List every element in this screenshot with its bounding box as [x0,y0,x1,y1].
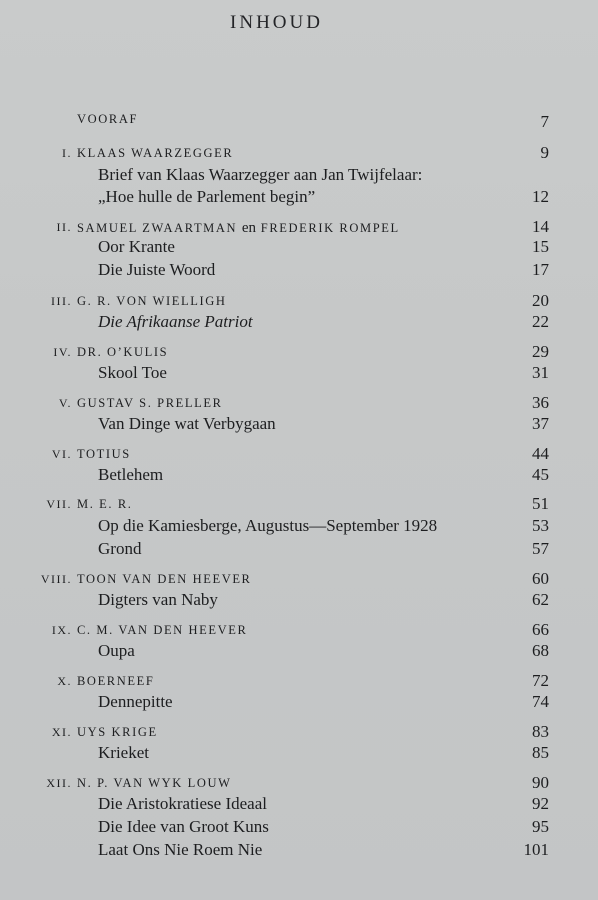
toc-page-number: 53 [532,516,549,535]
section-numeral: XI. [51,725,72,739]
toc-entry [0,312,598,334]
section-author: UYS KRIGE [77,725,158,739]
toc-entry [0,516,598,538]
entry-title: Oor Krante [98,237,175,256]
toc-page-number: 15 [532,237,549,256]
toc-page-number: 12 [532,187,549,206]
toc-page-number: 45 [532,465,549,484]
toc-entry [0,817,598,839]
section-author: C. M. VAN DEN HEEVER [77,623,248,637]
toc-page-number: 68 [532,641,549,660]
toc-page-number: 95 [532,817,549,836]
toc-section-heading [0,393,598,415]
toc-page-number: 51 [532,494,549,513]
section-numeral: X. [57,674,72,688]
toc-section-heading [0,444,598,466]
page-title: INHOUD [230,12,323,33]
section-numeral: VII. [46,497,72,511]
toc-entry [0,165,598,187]
section-author: GUSTAV S. PRELLER [77,396,223,410]
entry-title: Van Dinge wat Verbygaan [98,414,276,433]
toc-section-heading [0,671,598,693]
entry-title: Op die Kamiesberge, Augustus—September 1928 [98,516,438,535]
toc-section-heading [0,143,598,165]
section-numeral: I. [62,146,72,160]
section-author: G. R. VON WIELLIGH [77,294,227,308]
toc-entry [0,187,598,209]
toc-page-number: 22 [532,312,549,331]
section-author: TOTIUS [77,447,131,461]
entry-title: „Hoe hulle de Parlement begin” [98,187,316,206]
entry-title: Krieket [98,743,149,762]
entry-title: Digters van Naby [98,590,218,609]
toc-page-number: 60 [532,569,549,588]
section-author: KLAAS WAARZEGGER [77,146,234,160]
toc-section-heading [0,773,598,795]
toc-page-number: 36 [532,393,549,412]
entry-title: Die Juiste Woord [98,260,216,279]
toc-page-number: 7 [540,112,549,131]
toc-page-number: 57 [532,539,549,558]
section-author: TOON VAN DEN HEEVER [77,572,252,586]
section-numeral: VIII. [40,572,72,586]
entry-title: Laat Ons Nie Roem Nie [98,840,263,859]
toc-section-heading [0,291,598,313]
toc-page-number: 9 [540,143,549,162]
entry-title: Skool Toe [98,363,167,382]
toc-page-number: 72 [532,671,549,690]
toc-page-number: 29 [532,342,549,361]
toc-entry [0,840,598,862]
toc-page-number: 92 [532,794,549,813]
toc-section-heading [0,217,598,239]
toc-entry [0,260,598,282]
entry-title: Betlehem [98,465,164,484]
section-author: N. P. VAN WYK LOUW [77,776,232,790]
toc-entry [0,363,598,385]
section-numeral: XII. [46,776,72,790]
toc-page-number: 85 [532,743,549,762]
toc-entry [0,743,598,765]
section-author: BOERNEEF [77,674,155,688]
section-numeral: V. [58,396,72,410]
section-author-conjunction: en [241,220,257,236]
entry-title: Die Idee van Groot Kuns [98,817,269,836]
section-author-part: SAMUEL ZWAARTMAN [77,221,238,235]
entry-title: Grond [98,539,142,558]
toc-entry [0,237,598,259]
toc-entry [0,692,598,714]
toc-page-number: 17 [532,260,549,279]
toc-section-heading [0,722,598,744]
toc-entry [0,794,598,816]
section-author: DR. O’KULIS [77,345,169,359]
section-author [77,220,400,237]
toc-section-heading [0,620,598,642]
toc-page-number: 31 [532,363,549,382]
toc-page-number: 66 [532,620,549,639]
entry-title: Brief van Klaas Waarzegger aan Jan Twijfelaar: [98,165,423,184]
section-numeral: II. [56,220,72,234]
toc-page-number: 74 [532,692,549,711]
entry-title: Die Afrikaanse Patriot [98,312,253,331]
section-numeral: IV. [53,345,72,359]
toc-row-vooraf [0,112,598,134]
toc-section-heading [0,494,598,516]
toc-page-number: 90 [532,773,549,792]
toc-entry [0,590,598,612]
section-numeral: IX. [51,623,72,637]
toc-page-number: 83 [532,722,549,741]
entry-title: Oupa [98,641,135,660]
toc-entry [0,465,598,487]
toc-page-number: 62 [532,590,549,609]
toc-entry [0,539,598,561]
toc-page-number: 101 [523,840,549,859]
section-author-part: FREDERIK ROMPEL [260,221,400,235]
toc-page-number: 44 [532,444,549,463]
toc-entry [0,414,598,436]
toc-page-number: 14 [532,217,549,236]
section-author: M. E. R. [77,497,133,511]
section-numeral: VI. [51,447,72,461]
toc-section-heading [0,569,598,591]
toc-page-number: 37 [532,414,549,433]
toc-page-number: 20 [532,291,549,310]
toc-entry [0,641,598,663]
toc-heading: VOORAF [77,112,138,126]
entry-title: Dennepitte [98,692,173,711]
section-numeral: III. [51,294,72,308]
toc-section-heading [0,342,598,364]
entry-title: Die Aristokratiese Ideaal [98,794,267,813]
